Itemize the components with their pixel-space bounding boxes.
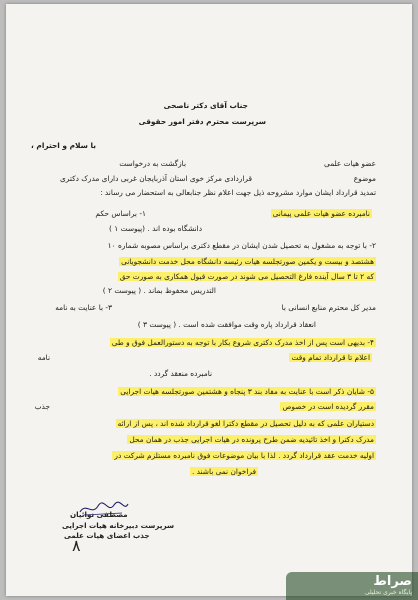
page-number: ۸ [72, 536, 81, 555]
intro-line-1a: بازگشت به درخواست [119, 159, 186, 168]
paragraph-5f: اولیه خدمت عقد قرارداد گردد . لذا با بیان موضوعات فوق نامبرده مستلزم شرکت در [114, 451, 374, 460]
paragraph-5g: فراخوان نمی باشند . [191, 467, 256, 476]
paragraph-2a: ۲- با توجه به مشغول به تحصیل شدن ایشان در مقطع دکتری براساس مصوبه شماره ۱۰ [107, 241, 376, 250]
paragraph-2d: التدریس محفوظ بماند . ( پیوست ۲ ) [102, 286, 216, 295]
paragraph-2c: که ۲ تا ۳ سال آینده فارغ التحصیل می شوند در صورت قبول همکاری به صورت حق [119, 272, 374, 281]
intro-line-3: تمدید قرارداد ایشان موارد مشروحه ذیل جهت اعلام نظر جنابعالی به استحضار می رساند : [100, 188, 376, 197]
paragraph-5e: مدرک دکترا و اخذ تائیدیه ضمن طرح پرونده در هیات اجرایی جذب در همان محل [129, 435, 374, 444]
paragraph-5a: ۵- شایان ذکر است با عنایت به مفاد بند ۳ پنجاه و هشتمین صورتجلسه هیات اجرایی [120, 387, 374, 396]
watermark-mark: صراط [373, 574, 412, 589]
paragraph-1c: دانشگاه بوده اند . (پیوست ۱ ) [109, 224, 202, 233]
paragraph-4a: ۴- بدیهی است پس از اخذ مدرک دکتری شروع بکار با توجه به دستورالعمل فوق و طی [111, 338, 374, 347]
paragraph-4c: اعلام تا قرارداد تمام وقت [291, 353, 370, 362]
paragraph-1b: نامبرده عضو هیات علمی پیمانی [272, 209, 370, 218]
paragraph-5b: جذب [34, 402, 50, 411]
salutation: با سلام و احترام ، [31, 141, 96, 150]
watermark-caption: پایگاه خبری تحلیلی [364, 589, 412, 596]
paragraph-3a: ۳- با عنایت به نامه [55, 303, 112, 312]
paragraph-3c: انعقاد قرارداد پاره وقت موافقت شده است . ( پیوست ۳ ) [137, 320, 316, 329]
letter-page [6, 4, 412, 596]
recipient-title: سرپرست محترم دفتر امور حقوقی [138, 117, 266, 126]
signatory-title-2: جذب اعضای هیات علمی [64, 531, 150, 540]
paragraph-5c: مقرر گردیده است در خصوص [282, 402, 374, 411]
paragraph-1a: ۱- براساس حکم [95, 209, 146, 218]
recipient-name: جناب آقای دکتر ناصحی [163, 101, 248, 110]
signatory-name: مصطفی نوائیان [70, 510, 128, 519]
paragraph-4b: نامه [37, 353, 50, 362]
paragraph-5d: دستیاران علمی که به دلیل تحصیل در مقطع دکترا لغو قرارداد شده اند ، پس از ارائه [117, 419, 374, 428]
intro-line-2a: قراردادی مرکز خوی استان آذربایجان غربی دارای مدرک دکتری [60, 174, 252, 183]
watermark-logo [286, 572, 418, 600]
intro-line-1b: عضو هیات علمی [324, 159, 376, 168]
paragraph-2b: هشتصد و بیست و یکمین صورتجلسه هیات رئیسه دانشگاه محل خدمت دانشجویانی [121, 257, 374, 266]
intro-line-2b: موضوع [353, 174, 376, 183]
paragraph-4d: نامبرده منعقد گردد . [149, 369, 212, 378]
paragraph-3b: مدیر کل محترم منابع انسانی با [281, 303, 376, 312]
signatory-title-1: سرپرست دبیرخانه هیات اجرایی [62, 521, 175, 530]
